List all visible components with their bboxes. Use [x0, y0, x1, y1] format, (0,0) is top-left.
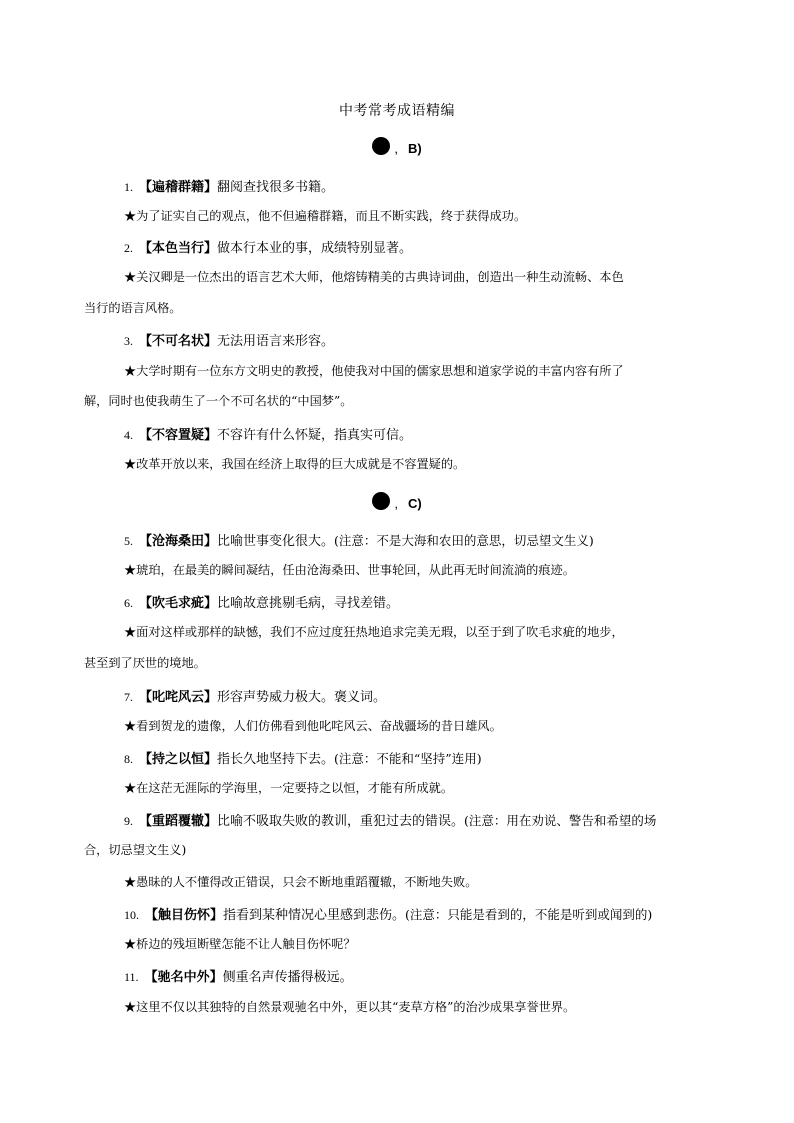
section-heading-b: , B) [0, 137, 794, 156]
section-letter: C [407, 496, 418, 511]
idiom-entry: 1. 【遍稽群籍】翻阅查找很多书籍。 [124, 180, 335, 195]
idiom-definition: 做本行本业的事，成绩特别显著。 [217, 241, 413, 256]
idiom-example: ★改革开放以来，我国在经济上取得的巨大成就是不容置疑的。 [124, 457, 466, 471]
idiom-entry: 6. 【吹毛求疵】比喻故意挑剔毛病，寻找差错。 [124, 596, 400, 611]
idiom-note: (注意：不能和“坚持”连用) [334, 751, 482, 766]
idiom-entry: 5. 【沧海桑田】比喻世事变化很大。(注意：不是大海和农田的意思，切忌望文生义) [124, 533, 594, 549]
idiom-example: ★这里不仅以其独特的自然景观驰名中外，更以其“麦草方格”的治沙成果享誉世界。 [124, 1000, 576, 1014]
idiom-entry: 11. 【驰名中外】侧重名声传播得极远。 [124, 970, 353, 985]
idiom-example: ★愚昧的人不懂得改正错误，只会不断地重蹈覆辙，不断地失败。 [124, 875, 478, 889]
idiom-term: 【吹毛求疵】 [139, 596, 218, 611]
idiom-definition: 翻阅查找很多书籍。 [217, 180, 335, 195]
idiom-example: ★在这茫无涯际的学海里，一定要持之以恒，才能有所成就。 [124, 781, 454, 795]
idiom-note-continued: 合，切忌望文生义) [84, 843, 187, 857]
idiom-example: ★关汉卿是一位杰出的语言艺术大师，他熔铸精美的古典诗词曲，创造出一种生动流畅、本色 [124, 270, 624, 284]
idiom-example: ★琥珀，在最美的瞬间凝结，任由沧海桑田、世事轮回，从此再无时间流淌的痕迹。 [124, 563, 575, 577]
idiom-term: 【本色当行】 [139, 241, 218, 256]
idiom-note: (注意：不是大海和农田的意思，切忌望文生义) [334, 533, 594, 548]
idiom-term: 【叱咤风云】 [139, 690, 218, 705]
idiom-entry: 2. 【本色当行】做本行本业的事，成绩特别显著。 [124, 241, 413, 256]
idiom-example: ★为了证实自己的观点，他不但遍稽群籍，而且不断实践，终于获得成功。 [124, 209, 527, 223]
idiom-term: 【持之以恒】 [139, 752, 218, 767]
idiom-definition: 无法用语言来形容。 [217, 334, 335, 349]
idiom-definition: 形容声势威力极大。褒义词。 [217, 690, 387, 705]
idiom-definition: 比喻世事变化很大。 [217, 534, 335, 549]
idiom-term: 【驰名中外】 [144, 970, 223, 985]
idiom-entry: 9. 【重蹈覆辙】比喻不吸取失败的教训，重犯过去的错误。(注意：用在劝说、警告和希望的场 [124, 813, 657, 829]
idiom-term: 【沧海桑田】 [139, 534, 218, 549]
idiom-term: 【重蹈覆辙】 [139, 814, 218, 829]
section-heading-c: , C) [0, 492, 794, 511]
idiom-definition: 指看到某种情况心里感到悲伤。 [223, 908, 406, 923]
idiom-note: (注意：只能是看到的，不能是听到或闻到的) [405, 907, 653, 922]
idiom-term: 【触目伤怀】 [145, 908, 224, 923]
idiom-example: ★看到贺龙的遗像，人们仿佛看到他叱咤风云、奋战疆场的昔日雄风。 [124, 719, 502, 733]
idiom-example-continued: 甚至到了厌世的境地。 [84, 656, 206, 670]
idiom-example: ★面对这样或那样的缺憾，我们不应过度狂热地追求完美无瑕，以至于到了吹毛求疵的地步， [124, 625, 624, 639]
idiom-definition: 指长久地坚持下去。 [217, 752, 335, 767]
idiom-entry: 8. 【持之以恒】指长久地坚持下去。(注意：不能和“坚持”连用) [124, 751, 482, 767]
idiom-definition: 侧重名声传播得极远。 [222, 970, 353, 985]
idiom-example: ★大学时期有一位东方文明史的教授，他使我对中国的儒家思想和道家学说的丰富内容有所了 [124, 364, 624, 378]
bullet-dot-icon [372, 137, 390, 155]
bullet-dot-icon [372, 492, 390, 510]
idiom-entry: 3. 【不可名状】无法用语言来形容。 [124, 334, 335, 349]
idiom-entry: 4. 【不容置疑】不容许有什么怀疑，指真实可信。 [124, 428, 413, 443]
section-letter: B [407, 141, 418, 156]
idiom-entry: 10. 【触目伤怀】指看到某种情况心里感到悲伤。(注意：只能是看到的，不能是听到或闻到的) [124, 907, 653, 923]
idiom-note: (注意：用在劝说、警告和希望的场 [464, 813, 657, 828]
idiom-definition: 比喻不吸取失败的教训，重犯过去的错误。 [217, 814, 465, 829]
idiom-entry: 7. 【叱咤风云】形容声势威力极大。褒义词。 [124, 690, 387, 705]
idiom-example-continued: 解，同时也使我萌生了一个不可名状的“中国梦”。 [84, 394, 353, 408]
idiom-term: 【遍稽群籍】 [139, 180, 218, 195]
idiom-definition: 不容许有什么怀疑，指真实可信。 [217, 428, 413, 443]
idiom-example: ★桥边的残垣断壁怎能不让人触目伤怀呢？ [124, 937, 356, 951]
idiom-term: 【不容置疑】 [139, 428, 218, 443]
page-title: 中考常考成语精编 [339, 103, 455, 119]
idiom-definition: 比喻故意挑剔毛病，寻找差错。 [217, 596, 400, 611]
idiom-example-continued: 当行的语言风格。 [84, 301, 182, 315]
idiom-term: 【不可名状】 [139, 334, 218, 349]
